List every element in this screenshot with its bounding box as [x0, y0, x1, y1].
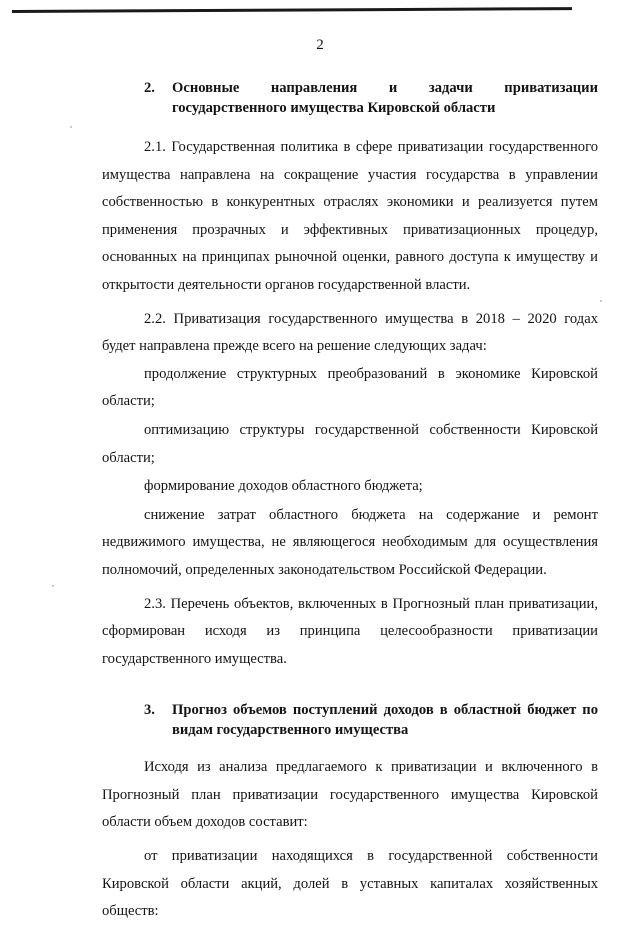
scan-speck — [600, 300, 602, 302]
scan-speck — [70, 126, 72, 128]
paragraph-3-1: Исходя из анализа предлагаемого к приватизации и включенного в Прогнозный план приватизации государственного имущества Кировской области объем доходов составит: — [102, 759, 598, 831]
task-item: формирование доходов областного бюджета; — [144, 478, 423, 495]
task-item: снижение затрат областного бюджета на содержание и ремонт недвижимого имущества, не являющегося необходимым для осуществления полномочий, определенных законодательством Российской Федерации. — [102, 506, 598, 578]
section-title: Основные направления и задачи приватизации государственного имущества Кировской области — [172, 80, 598, 116]
paragraph-3-2: от приватизации находящихся в государственной собственности Кировской области акций, долей в уставных капиталах хозяйственных обществ: — [102, 848, 598, 920]
top-border-line — [12, 7, 572, 13]
paragraph-2-2: 2.2. Приватизация государственного имущества в 2018 – 2020 годах будет направлена прежде всего на решение следующих задач: — [102, 310, 598, 355]
section-title: Прогноз объемов поступлений доходов в областной бюджет по видам государственного имущества — [172, 702, 598, 739]
scan-speck — [52, 585, 54, 587]
page-number: 2 — [316, 37, 324, 53]
section-heading-2 — [102, 78, 598, 118]
task-item: продолжение структурных преобразований в экономике Кировской области; — [102, 365, 598, 410]
paragraph-2-3: 2.3. Перечень объектов, включенных в Прогнозный план приватизации, сформирован исходя из принципа целесообразности приватизации государственного имущества. — [102, 595, 598, 667]
section-heading-3 — [102, 700, 598, 740]
document-body — [102, 70, 598, 932]
section-number: 3. — [144, 702, 155, 719]
task-item: оптимизацию структуры государственной собственности Кировской области; — [102, 421, 598, 466]
section-number: 2. — [144, 80, 155, 96]
paragraph-2-1: 2.1. Государственная политика в сфере приватизации государственного имущества направлена на сокращение участия государства в управлении собственностью в конкурентных отраслях экономики и реализуется путем применения прозрачных и эффективных приватизационных процедур, основанных на принципах рыночной оценки, равного доступа к имуществу и открытости деятельности органов государственной власти. — [102, 139, 598, 293]
